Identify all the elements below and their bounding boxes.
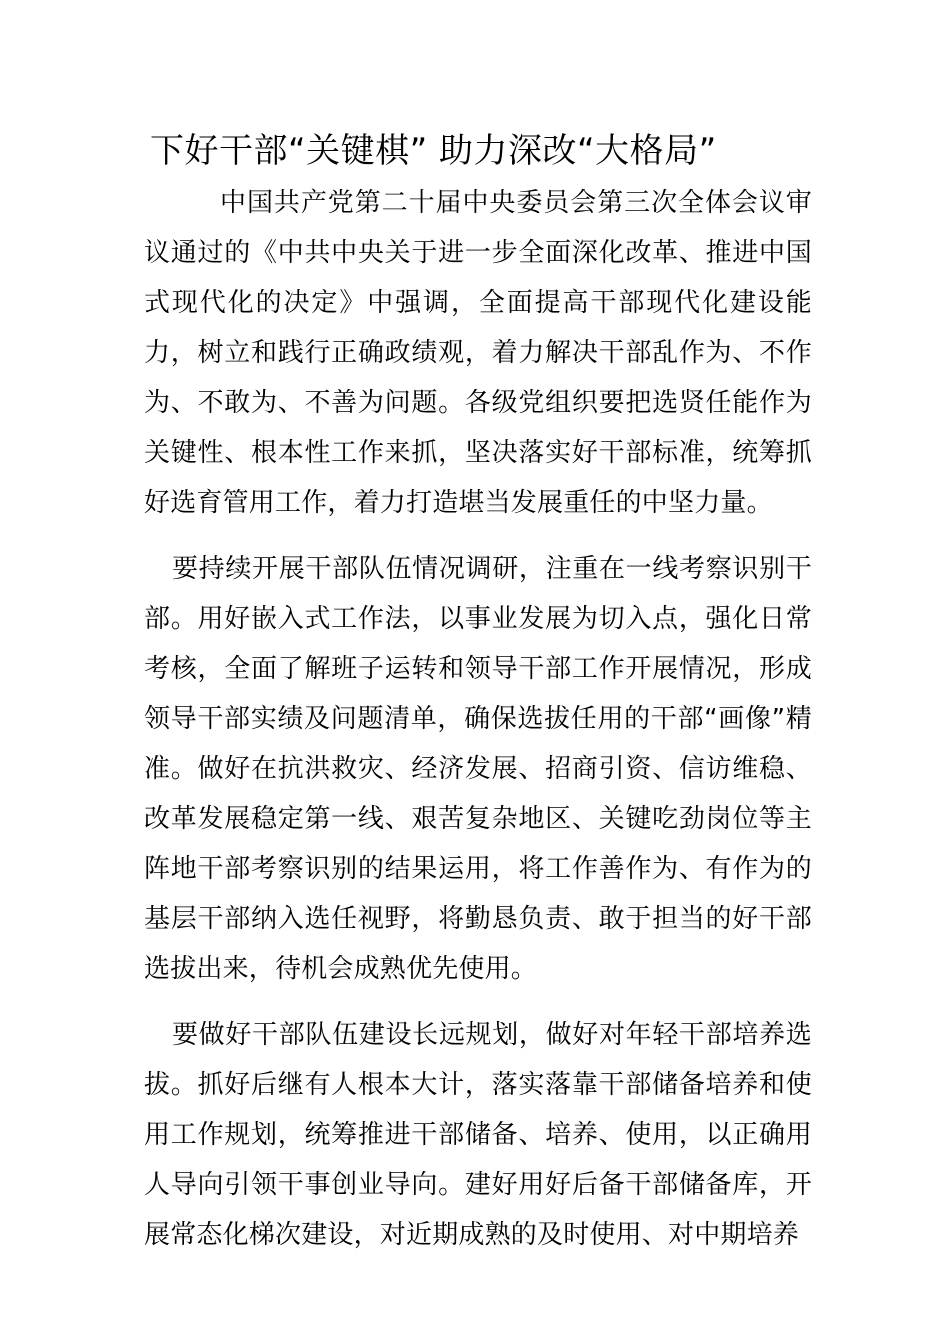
document-title: 下好干部“关键棋” 助力深改“大格局” (150, 131, 717, 171)
paragraph-intro: 中国共产党第二十届中央委员会第三次全体会议审议通过的《中共中央关于进一步全面深化改革、推进中国式现代化的决定》中强调，全面提高干部现代化建设能力，树立和践行正确政绩观，着力解决干部乱作为、不作为、不敢为、不善为问题。各级党组织要把选贤任能作为关键性、根本性工作来抓，坚决落实好干部标准，统筹抓好选育管用工作，着力打造堪当发展重任的中坚力量。 (144, 188, 812, 518)
document-body (144, 178, 812, 1260)
paragraph-cadre-planning: 要做好干部队伍建设长远规划，做好对年轻干部培养选拔。抓好后继有人根本大计，落实落靠干部储备培养和使用工作规划，统筹推进干部储备、培养、使用，以正确用人导向引领干事创业导向。建好用好后备干部储备库，开展常态化梯次建设，对近期成熟的及时使用、对中期培养 (144, 1020, 812, 1250)
paragraph-cadre-research: 要持续开展干部队伍情况调研，注重在一线考察识别干部。用好嵌入式工作法，以事业发展为切入点，强化日常考核，全面了解班子运转和领导干部工作开展情况，形成领导干部实绩及问题清单，确保选拔任用的干部“画像”精准。做好在抗洪救灾、经济发展、招商引资、信访维稳、改革发展稳定第一线、艰苦复杂地区、关键吃劲岗位等主阵地干部考察识别的结果运用，将工作善作为、有作为的基层干部纳入选任视野，将勤恳负责、敢于担当的好干部选拔出来，待机会成熟优先使用。 (144, 554, 812, 984)
